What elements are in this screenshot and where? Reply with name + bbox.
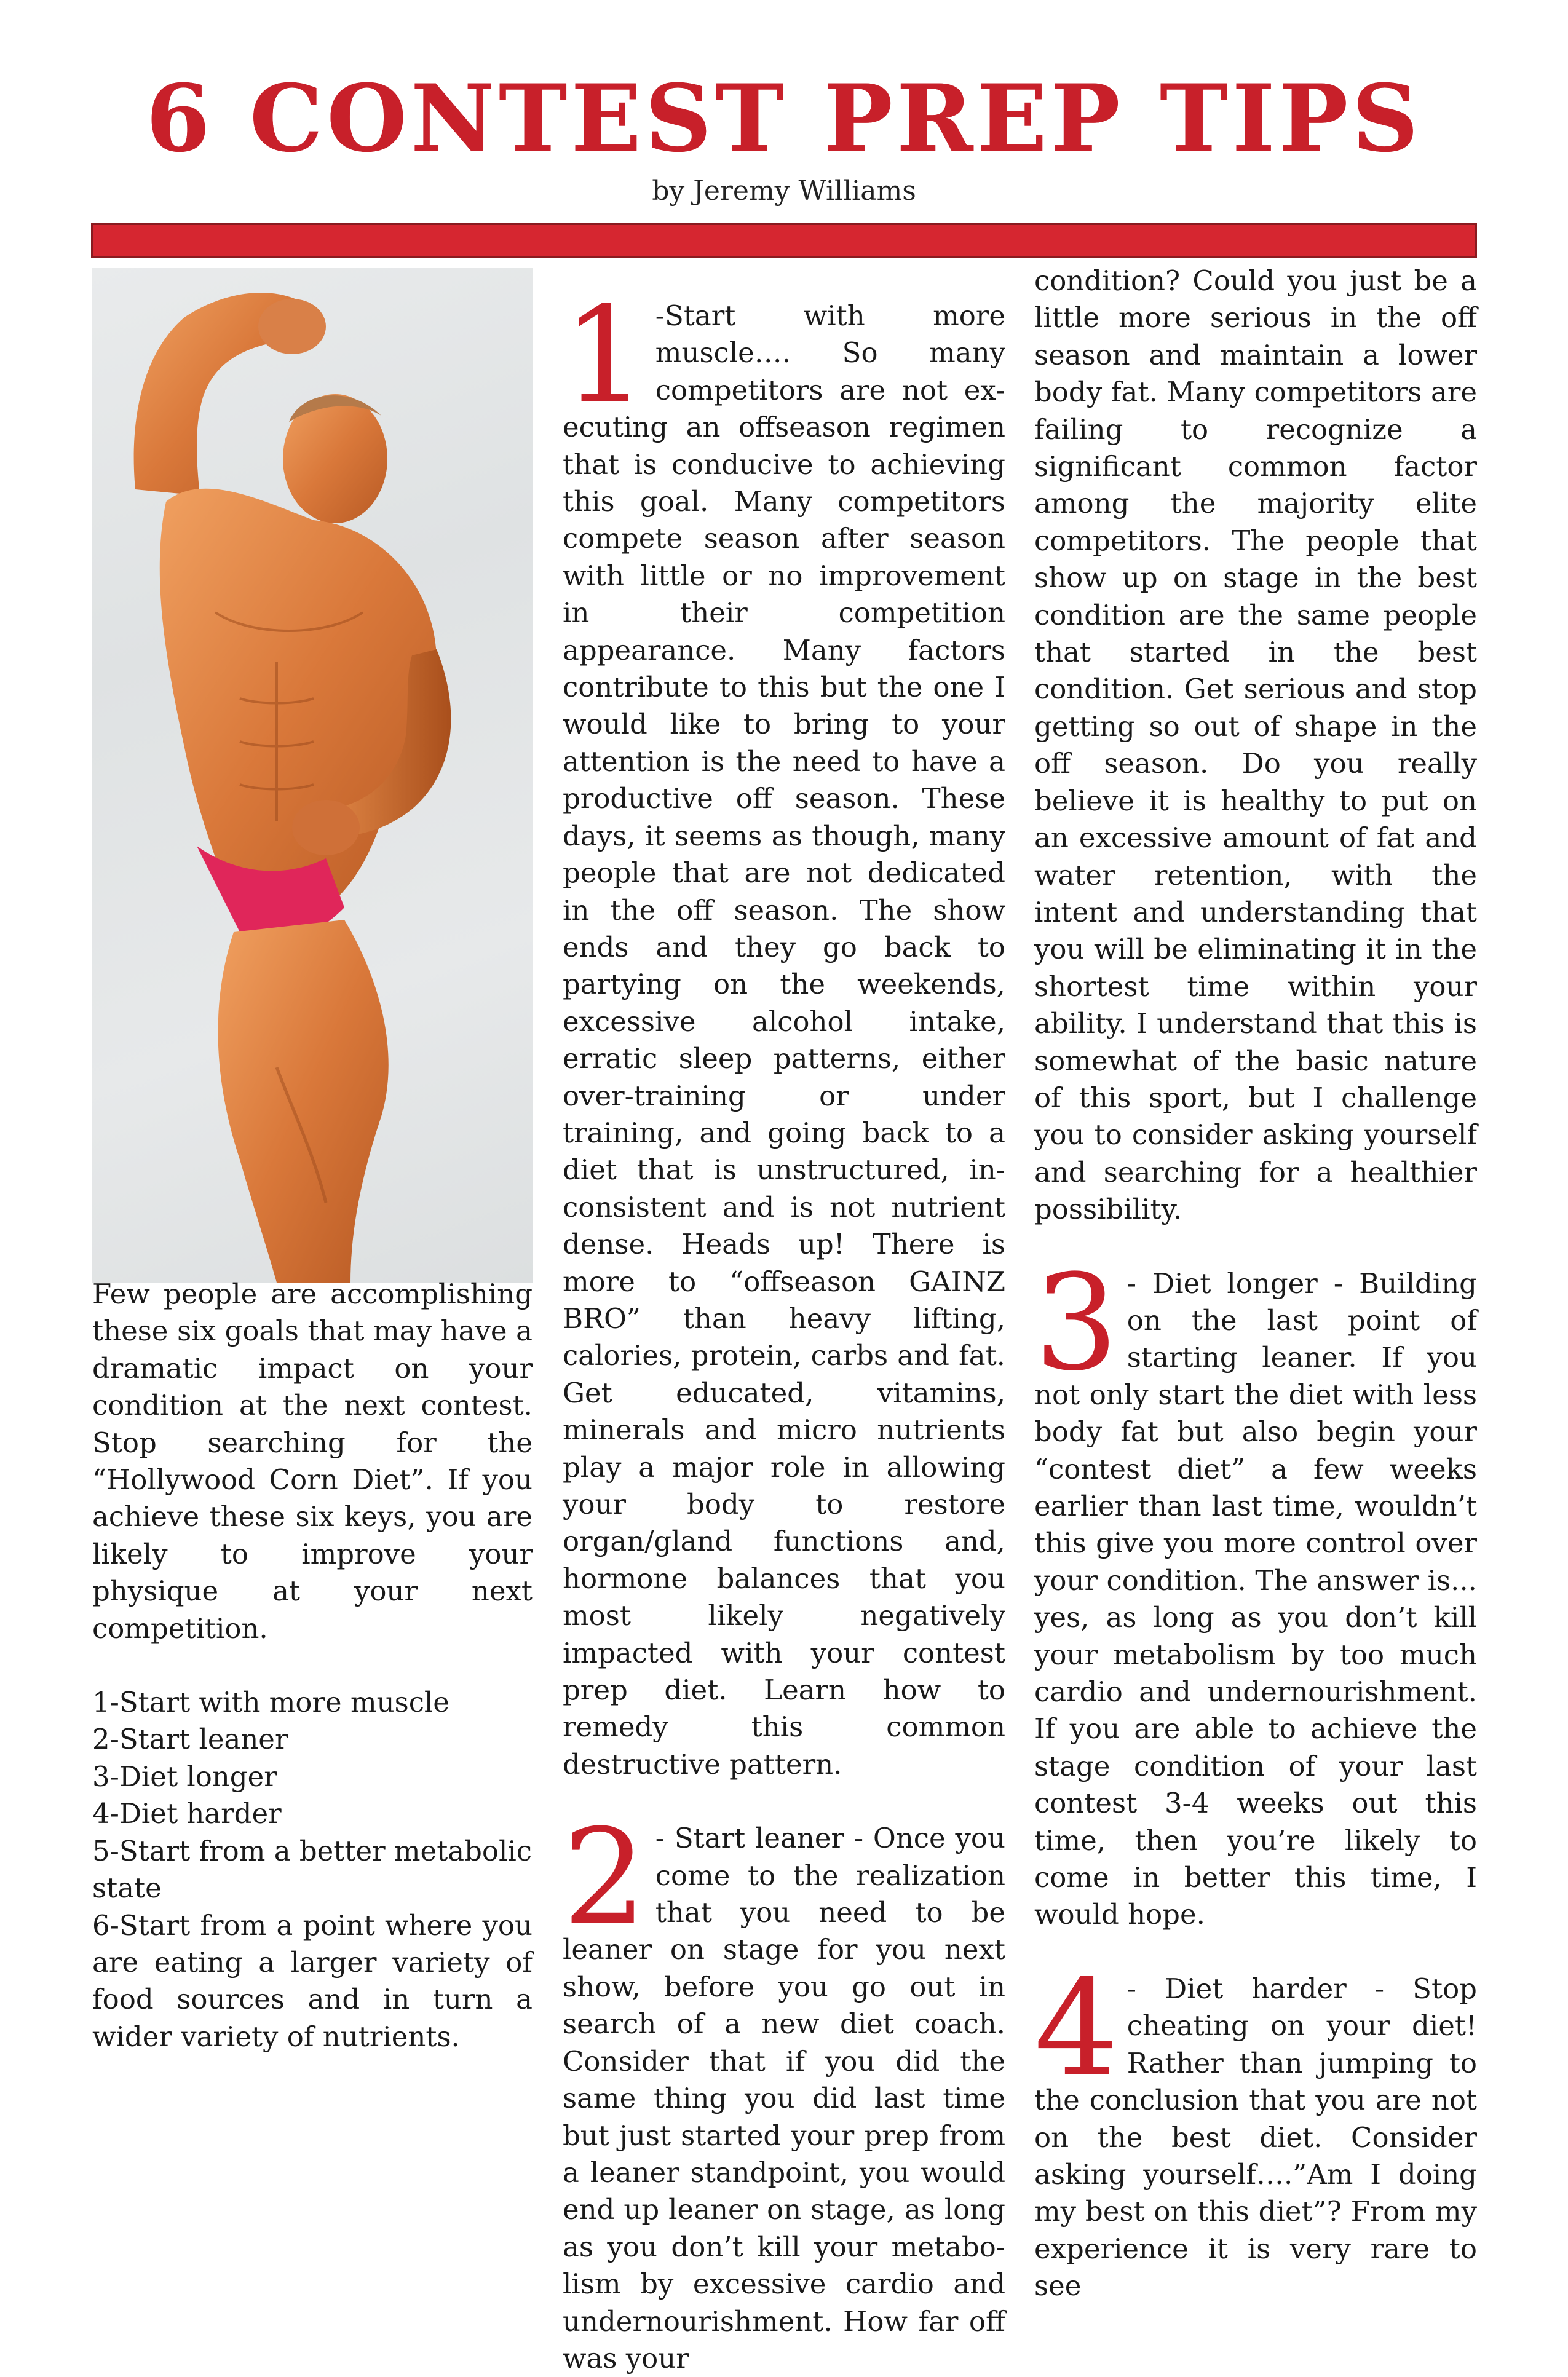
tip-3-number: 3 bbox=[1034, 1245, 1119, 1400]
tip-2-number: 2 bbox=[563, 1800, 647, 1955]
tip-1 bbox=[563, 278, 1005, 1783]
list-item: 6-Start from a point where you are eating a larger variety of food sources and in turn a wider variety of nutrients. bbox=[92, 1908, 533, 2053]
middle-column bbox=[563, 278, 1005, 2377]
list-item: 3-Diet longer bbox=[92, 1760, 277, 1793]
intro-paragraph: Few people are accomplishing these six goals that may have a dramatic impact on your condition at the next contest. Stop searching for the “Hollywood Corn Diet”. If you achieve these six keys, you are likely to improve your physique at your next competition. bbox=[92, 1278, 533, 1645]
article-title: 6 CONTEST PREP TIPS bbox=[146, 65, 1422, 173]
tip-3 bbox=[1034, 1245, 1477, 1934]
tip-2-text: - Start leaner - Once you come to the realization that you need to be leaner on stage for you next show, before you go out in search of a new diet coach. Consider that if you did the same thing you did last time but just started your prep from a leaner standpoint, you would end up leaner on stage, as long as you don’t kill your metabolism by excessive cardio and undernourishment. How far off was your bbox=[563, 1822, 1005, 2375]
bodybuilder-photo bbox=[92, 268, 533, 1283]
tip-2-continued: condition? Could you just be a little more serious in the off season and maintain a lower body fat. Many competitors are failing to recognize a significant common factor among the majority elite competitors. The people that show up on stage in the best condition are the same people that started in the best condition. Get serious and stop getting so out of shape in the off season. Do you really believe it is healthy to put on an excessive amount of fat and water retention, with the intent and understanding that you will be eliminating it in the shortest time within your ability. I understand that this is somewhat of the basic nature of this sport, but I challenge you to consider asking yourself and searching for a healthier possibility. bbox=[1034, 264, 1477, 1226]
list-item: 4-Diet harder bbox=[92, 1797, 282, 1830]
tip-1-number: 1 bbox=[563, 278, 647, 432]
list-item: 1-Start with more muscle bbox=[92, 1686, 449, 1719]
red-divider-bar bbox=[91, 223, 1477, 258]
tip-4-number: 4 bbox=[1034, 1950, 1119, 2105]
intro-column bbox=[92, 1276, 533, 2055]
tip-3-text: - Diet longer - Building on the last point of starting leaner. If you not only start the diet with less body fat but also begin your “contest diet” a few weeks earlier than last time, wouldn’t this give you more control over your condition. The answer is... yes, as long as you don’t kill your metabolism by too much cardio and undernourishment. If you are able to achieve the stage condition of your last contest 3-4 weeks out this time, then you’re likely to come in better this time, I would hope. bbox=[1034, 1267, 1477, 1931]
list-item: 5-Start from a better metabolic state bbox=[92, 1834, 532, 1905]
byline: by Jeremy Williams bbox=[652, 175, 916, 207]
list-item: 2-Start leaner bbox=[92, 1723, 288, 1756]
tip-4-text: - Diet harder - Stop cheating on your diet! Rather than jumping to the conclusion that you are not on the best diet. Consider asking yourself….”Am I doing my best on this diet”? From my experience it is very rare to see bbox=[1034, 1972, 1477, 2303]
tips-list bbox=[92, 1684, 533, 2055]
tip-2 bbox=[563, 1800, 1005, 2377]
tip-1-text: -Start with more muscle…. So many competitors are not executing an offseason regimen that is conducive to achieving this goal. Many competitors compete season after season with little or no improvement in their competition appearance. Many factors contribute to this but the one I would like to bring to your attention is the need to have a productive off season. These days, it seems as though, many people that are not dedicated in the off season. The show ends and they go back to partying on the weekends, excessive alcohol intake, erratic sleep patterns, either over-training or under training, and going back to a diet that is unstructured, inconsistent and is not nutrient dense. Heads up! There is more to “offseason GAINZ BRO” than heavy lifting, calories, protein, carbs and fat. Get educated, vitamins, minerals and micro nutrients play a major role in allowing your body to restore organ/gland functions and, hormone balances that you most likely negatively impacted with your contest prep diet. Learn how to remedy this common destructive pattern. bbox=[563, 299, 1005, 1781]
tip-4 bbox=[1034, 1950, 1477, 2305]
right-column bbox=[1034, 263, 1477, 2305]
